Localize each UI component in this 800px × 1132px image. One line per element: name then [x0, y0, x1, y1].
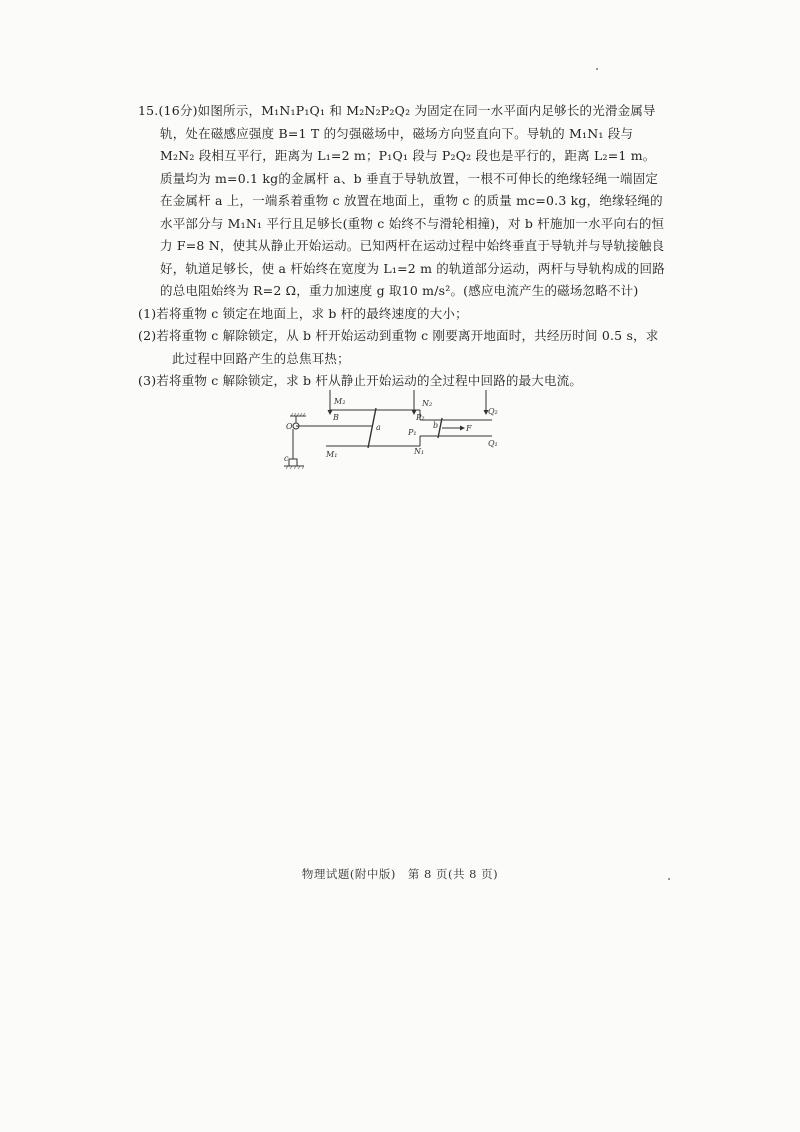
label-b-field: B: [333, 413, 339, 422]
label-f: F: [466, 424, 472, 433]
sub-question-3: (3)若将重物 c 解除锁定，求 b 杆从静止开始运动的全过程中回路的最大电流。: [138, 373, 583, 388]
scan-speck: [668, 878, 670, 880]
label-m1: M₁: [326, 450, 338, 459]
question-number: 15.: [138, 103, 159, 118]
label-p2: P₂: [416, 413, 425, 422]
label-a: a: [376, 423, 381, 432]
label-c: c: [284, 454, 289, 463]
label-o: O: [286, 422, 293, 431]
problem-stem: [138, 100, 668, 303]
field-arrowhead-1: [328, 410, 333, 415]
problem-15: [138, 100, 668, 393]
rod-a: [368, 408, 376, 448]
rod-b: [438, 418, 442, 438]
rail-diagram: [280, 388, 510, 476]
force-arrowhead: [460, 426, 465, 431]
sub-question-2: (2)若将重物 c 解除锁定，从 b 杆开始运动到重物 c 刚要离开地面时，共经历时间 0.5 s，求此过程中回路产生的总焦耳热；: [138, 328, 659, 366]
question-points: (16分): [158, 103, 198, 118]
rail-diagram-svg: [280, 388, 510, 476]
sub-question-1: (1)若将重物 c 锁定在地面上，求 b 杆的最终速度的大小；: [138, 305, 468, 321]
label-n1: N₁: [414, 447, 425, 456]
label-m2: M₂: [334, 397, 346, 406]
label-q1: Q₁: [488, 439, 498, 448]
label-b-rod: b: [433, 421, 439, 430]
page-footer: 物理试题(附中版) 第 8 页(共 8 页): [301, 867, 499, 881]
weight-c: [289, 459, 297, 466]
label-p1: P₁: [408, 428, 417, 437]
label-n2: N₂: [422, 399, 433, 408]
label-q2: Q₂: [488, 407, 498, 416]
question-stem-text: 如图所示，M₁N₁P₁Q₁ 和 M₂N₂P₂Q₂ 为固定在同一水平面内足够长的光滑金属导轨，处在磁感应强度 B=1 T 的匀强磁场中，磁场方向竖直向下。导轨的 M₁N₁ 段与 M₂N₂ 段相互平行，距离为 L₁=2 m；P₁Q₁ 段与 P₂Q₂ 段也是平行的，距离 L₂=1 m。质量均为 m=0.1 kg的金属杆 a、b 垂直于导轨放置，一根不可伸长的绝缘轻绳一端固定在金属杆 a 上，一端系着重物 c 放置在地面上，重物 c 的质量 mc=0.3 kg，绝缘轻绳的水平部分与 M₁N₁ 平行且足够长(重物 c 始终不与滑轮相撞)，对 b 杆施加一水平向右的恒力 F=8 N，使其从静止开始运动。已知两杆在运动过程中始终垂直于导轨并与导轨接触良好，轨道足够长，使 a 杆始终在宽度为 L₁=2 m 的轨道部分运动，两杆与导轨构成的回路的总电阻始终为 R=2 Ω，重力加速度 g 取10 m/s²。(感应电流产生的磁场忽略不计): [160, 103, 665, 298]
scan-speck: [596, 68, 598, 70]
